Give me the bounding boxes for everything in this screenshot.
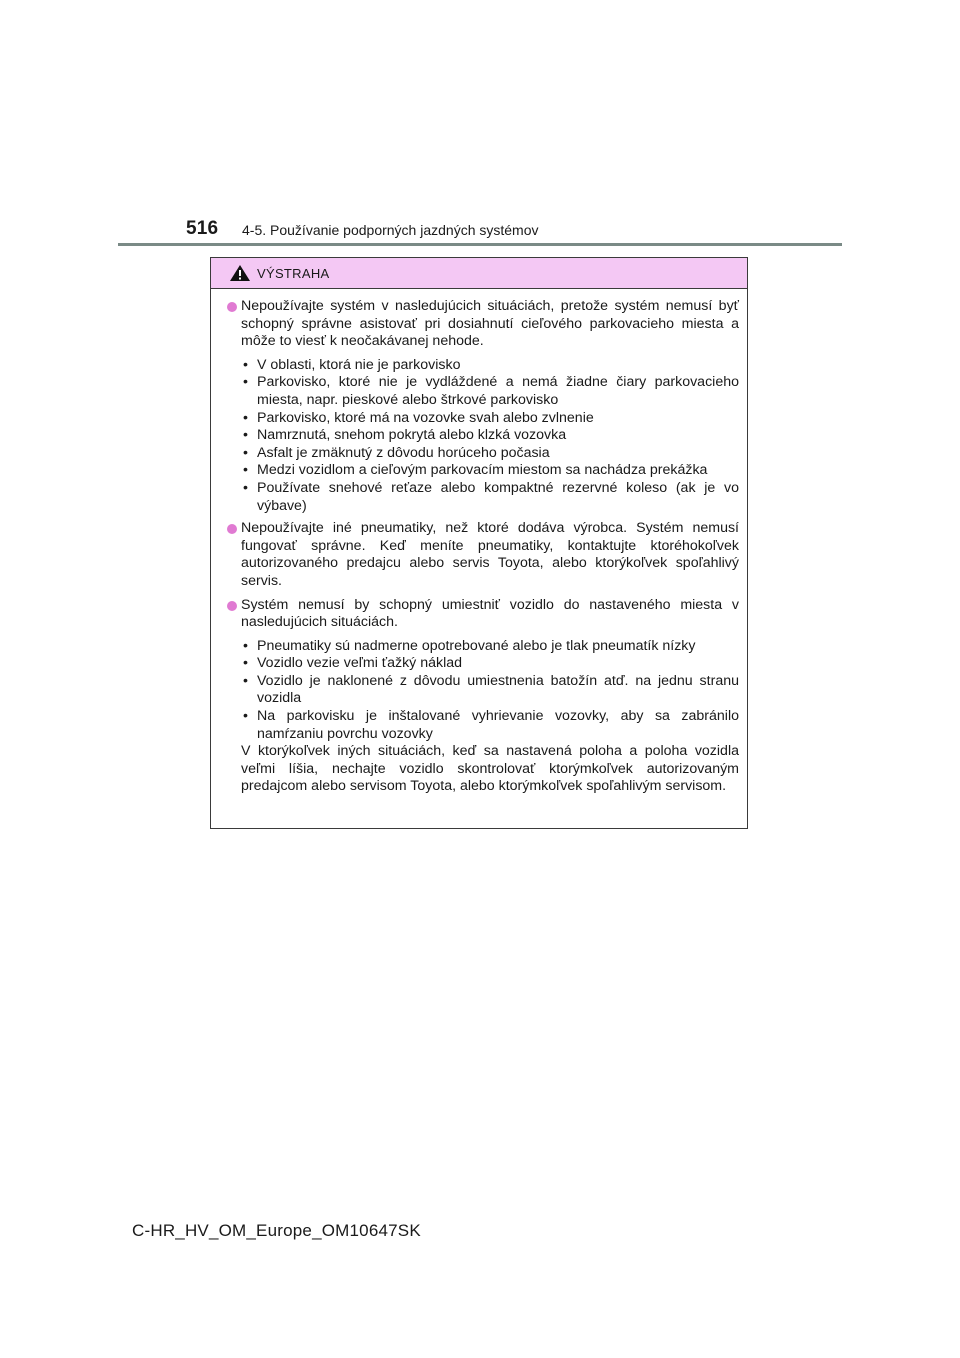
list-item: • Vozidlo vezie veľmi ťažký náklad xyxy=(241,655,739,673)
list-item: • Vozidlo je naklonené z dôvodu umiestnenia batožín atď. na jednu stranu vozidla xyxy=(241,673,739,708)
list-item: • Medzi vozidlom a cieľovým parkovacím miestom sa nachádza prekážka xyxy=(241,462,739,480)
warning-triangle-icon xyxy=(229,264,251,282)
list-item: • Na parkovisku je inštalované vyhrievanie vozovky, aby sa zabránilo namŕzaniu povrchu vozovky xyxy=(241,708,739,743)
warning-header xyxy=(211,258,747,289)
page-number: 516 xyxy=(186,218,219,239)
warning-title: VÝSTRAHA xyxy=(257,266,330,281)
header-divider xyxy=(118,243,842,246)
list-item: • Asfalt je zmäknutý z dôvodu horúceho počasia xyxy=(241,445,739,463)
list-item: • Používate snehové reťaze alebo kompaktné rezervné koleso (ak je vo výbave) xyxy=(241,480,739,515)
list-item: • Parkovisko, ktoré má na vozovke svah alebo zvlnenie xyxy=(241,410,739,428)
document-id: C-HR_HV_OM_Europe_OM10647SK xyxy=(132,1221,421,1240)
warning-box xyxy=(210,257,748,829)
paragraph-text: Nepoužívajte systém v nasledujúcich situáciách, pretože systém nemusí byť schopný správne asistovať pri dosiahnutí cieľového parkovacieho miesta a môže to viesť k neočakávanej nehode. xyxy=(241,298,739,350)
warning-paragraph xyxy=(227,520,739,590)
bullet-dot-icon xyxy=(227,524,237,534)
bullet-dot-icon xyxy=(227,302,237,312)
section-title: 4-5. Používanie podporných jazdných systémov xyxy=(242,222,539,238)
situation-list xyxy=(227,638,739,744)
warning-body xyxy=(211,289,747,796)
list-item: • Namrznutá, snehom pokrytá alebo klzká vozovka xyxy=(241,427,739,445)
paragraph-text: Nepoužívajte iné pneumatiky, než ktoré dodáva výrobca. Systém nemusí fungovať správne. Keď meníte pneumatiky, kontaktujte ktoréhokoľvek autorizovaného predajcu alebo servis Toyota, alebo ktorýkoľvek spoľahlivý servis. xyxy=(241,520,739,589)
paragraph-text: Systém nemusí by schopný umiestniť vozidlo do nastaveného miesta v nasledujúcich situáciách. xyxy=(241,596,739,631)
list-item: • Pneumatiky sú nadmerne opotrebované alebo je tlak pneumatík nízky xyxy=(241,638,739,656)
bullet-dot-icon xyxy=(227,601,237,611)
warning-paragraph xyxy=(227,298,739,351)
list-item: • V oblasti, ktorá nie je parkovisko xyxy=(241,357,739,375)
closing-paragraph: V ktorýkoľvek iných situáciách, keď sa nastavená poloha a poloha vozidla veľmi líšia, nechajte vozidlo skontrolovať ktorýmkoľvek autorizovaným predajcom alebo servisom Toyota, alebo ktorýmkoľvek spoľahlivým servisom. xyxy=(241,743,739,795)
warning-paragraph xyxy=(227,597,739,632)
situation-list xyxy=(227,357,739,515)
list-item: • Parkovisko, ktoré nie je vydláždené a nemá žiadne čiary parkovacieho miesta, napr. pieskové alebo štrkové parkovisko xyxy=(241,374,739,409)
